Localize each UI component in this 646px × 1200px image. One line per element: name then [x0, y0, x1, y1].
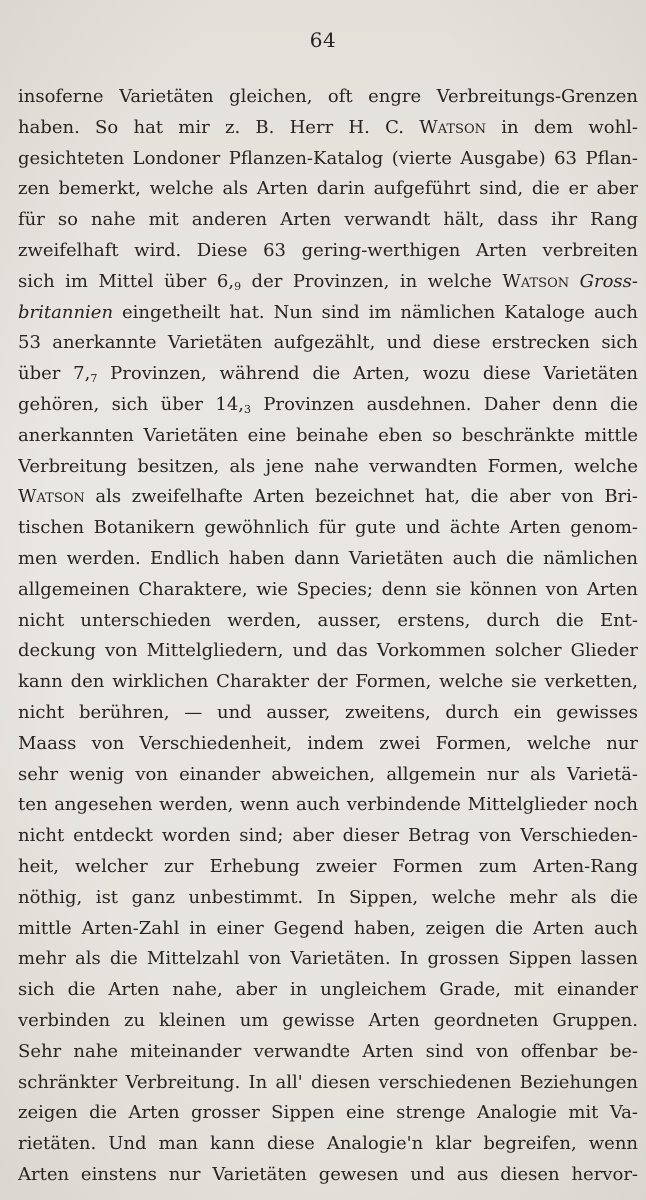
text-run: verbinden zu kleinen um gewisse Arten geordneten Gruppen. — [18, 1009, 638, 1031]
text-line — [18, 606, 638, 637]
text-run: 53 anerkannte Varietäten aufgezählt, und diese erstrecken sich — [18, 332, 638, 354]
decimal-subscript: 9 — [234, 279, 242, 293]
text-run: sich die Arten nahe, aber in ungleichem Grade, mit einander — [18, 979, 638, 1001]
text-line — [18, 1098, 638, 1129]
author-name: Watson — [502, 270, 570, 292]
text-line — [18, 482, 638, 513]
text-run: Sehr nahe miteinander verwandte Arten sind von offenbar be- — [18, 1040, 638, 1062]
decimal-subscript: 7 — [90, 372, 98, 386]
text-line — [18, 174, 638, 205]
text-run: über 7, — [18, 363, 91, 385]
text-line — [18, 390, 638, 421]
text-line — [18, 636, 638, 667]
text-line — [18, 575, 638, 606]
text-run: nicht berühren, — und ausser, zweitens, durch ein gewisses — [18, 701, 638, 723]
text-run: Maass von Verschiedenheit, indem zwei Formen, welche nur — [18, 732, 638, 754]
text-run: anerkannten Varietäten eine beinahe eben so beschränkte mittle — [18, 424, 638, 446]
text-line — [18, 729, 638, 760]
text-line — [18, 205, 638, 236]
text-line — [18, 359, 638, 390]
text-line — [18, 267, 638, 298]
text-line — [18, 790, 638, 821]
text-run: der Provinzen, in welche — [241, 270, 503, 292]
text-run: Provinzen ausdehnen. Daher denn die — [251, 393, 638, 415]
text-run: britannien — [18, 301, 114, 323]
text-run: sich im Mittel über 6, — [18, 270, 235, 292]
text-line — [18, 975, 638, 1006]
text-line — [18, 821, 638, 852]
text-line — [18, 236, 638, 267]
text-run: rietäten. Und man kann diese Analogie'n klar begreifen, wenn — [18, 1133, 638, 1155]
text-line — [18, 760, 638, 791]
text-run: allgemeinen Charaktere, wie Species; denn sie können von Arten — [18, 578, 638, 600]
text-run: mehr als die Mittelzahl von Varietäten. In grossen Sippen lassen — [18, 948, 638, 970]
text-run: eingetheilt hat. Nun sind im nämlichen Kataloge auch — [113, 301, 638, 323]
decimal-subscript: 3 — [244, 402, 252, 416]
text-run: zeigen die Arten grosser Sippen eine strenge Analogie mit Va- — [18, 1102, 638, 1124]
text-line — [18, 944, 638, 975]
text-line — [18, 1006, 638, 1037]
text-line — [18, 1160, 638, 1191]
author-name: Watson — [18, 486, 85, 508]
text-run: für so nahe mit anderen Arten verwandt hält, dass ihr Rang — [18, 209, 638, 231]
text-run: haben. So hat mir z. B. Herr H. C. — [18, 116, 420, 138]
text-run: zen bemerkt, welche als Arten darin aufgeführt sind, die er aber — [18, 178, 638, 200]
text-line — [18, 852, 638, 883]
text-run: Verbreitung besitzen, als jene nahe verwandten Formen, welche — [18, 455, 638, 477]
text-line — [18, 1037, 638, 1068]
text-run: tischen Botanikern gewöhnlich für gute und ächte Arten genom- — [18, 517, 638, 539]
text-line — [18, 421, 638, 452]
text-line — [18, 883, 638, 914]
text-run: Gross- — [579, 270, 638, 292]
text-line — [18, 113, 638, 144]
text-run: gehören, sich über 14, — [18, 393, 245, 415]
text-run — [569, 271, 580, 292]
text-run: gesichteten Londoner Pflanzen-Katalog (vierte Ausgabe) 63 Pflan- — [18, 147, 638, 169]
text-run: nicht unterschieden werden, ausser, erstens, durch die Ent- — [18, 609, 638, 631]
text-run: als zweifelhafte Arten bezeichnet hat, die aber von Bri- — [84, 486, 638, 508]
text-run: nicht entdeckt worden sind; aber dieser Betrag von Verschieden- — [18, 825, 638, 847]
text-line — [18, 82, 638, 113]
author-name: Watson — [419, 116, 486, 138]
text-run: mittle Arten-Zahl in einer Gegend haben, zeigen die Arten auch — [18, 917, 638, 939]
text-line — [18, 667, 638, 698]
text-line — [18, 1068, 638, 1099]
body-text — [18, 82, 638, 1191]
text-line — [18, 298, 638, 329]
text-run: heit, welcher zur Erhebung zweier Formen zum Arten-Rang — [18, 855, 638, 877]
text-line — [18, 144, 638, 175]
text-run: men werden. Endlich haben dann Varietäten auch die nämlichen — [18, 547, 638, 569]
text-line — [18, 328, 638, 359]
text-run: schränkter Verbreitung. In all' diesen verschiedenen Beziehungen — [18, 1071, 638, 1093]
text-run: in dem wohl- — [485, 116, 638, 138]
text-run: sehr wenig von einander abweichen, allgemein nur als Varietä- — [18, 763, 638, 785]
text-line — [18, 513, 638, 544]
text-run: ten angesehen werden, wenn auch verbindende Mittelglieder noch — [18, 794, 638, 816]
text-run: deckung von Mittelgliedern, und das Vorkommen solcher Glieder — [18, 640, 638, 662]
text-run: Arten einstens nur Varietäten gewesen und aus diesen hervor- — [18, 1163, 638, 1185]
text-line — [18, 698, 638, 729]
text-run: nöthig, ist ganz unbestimmt. In Sippen, welche mehr als die — [18, 886, 638, 908]
text-run: insoferne Varietäten gleichen, oft engre Verbreitungs-Grenzen — [18, 86, 638, 107]
text-run: Provinzen, während die Arten, wozu diese Varietäten — [97, 363, 638, 385]
text-run: kann den wirklichen Charakter der Formen, welche sie verketten, — [18, 671, 638, 693]
text-run: zweifelhaft wird. Diese 63 gering-werthigen Arten verbreiten — [18, 239, 638, 261]
text-line — [18, 914, 638, 945]
text-line — [18, 544, 638, 575]
text-line — [18, 452, 638, 483]
page-number: 64 — [309, 28, 337, 52]
text-line — [18, 1129, 638, 1160]
